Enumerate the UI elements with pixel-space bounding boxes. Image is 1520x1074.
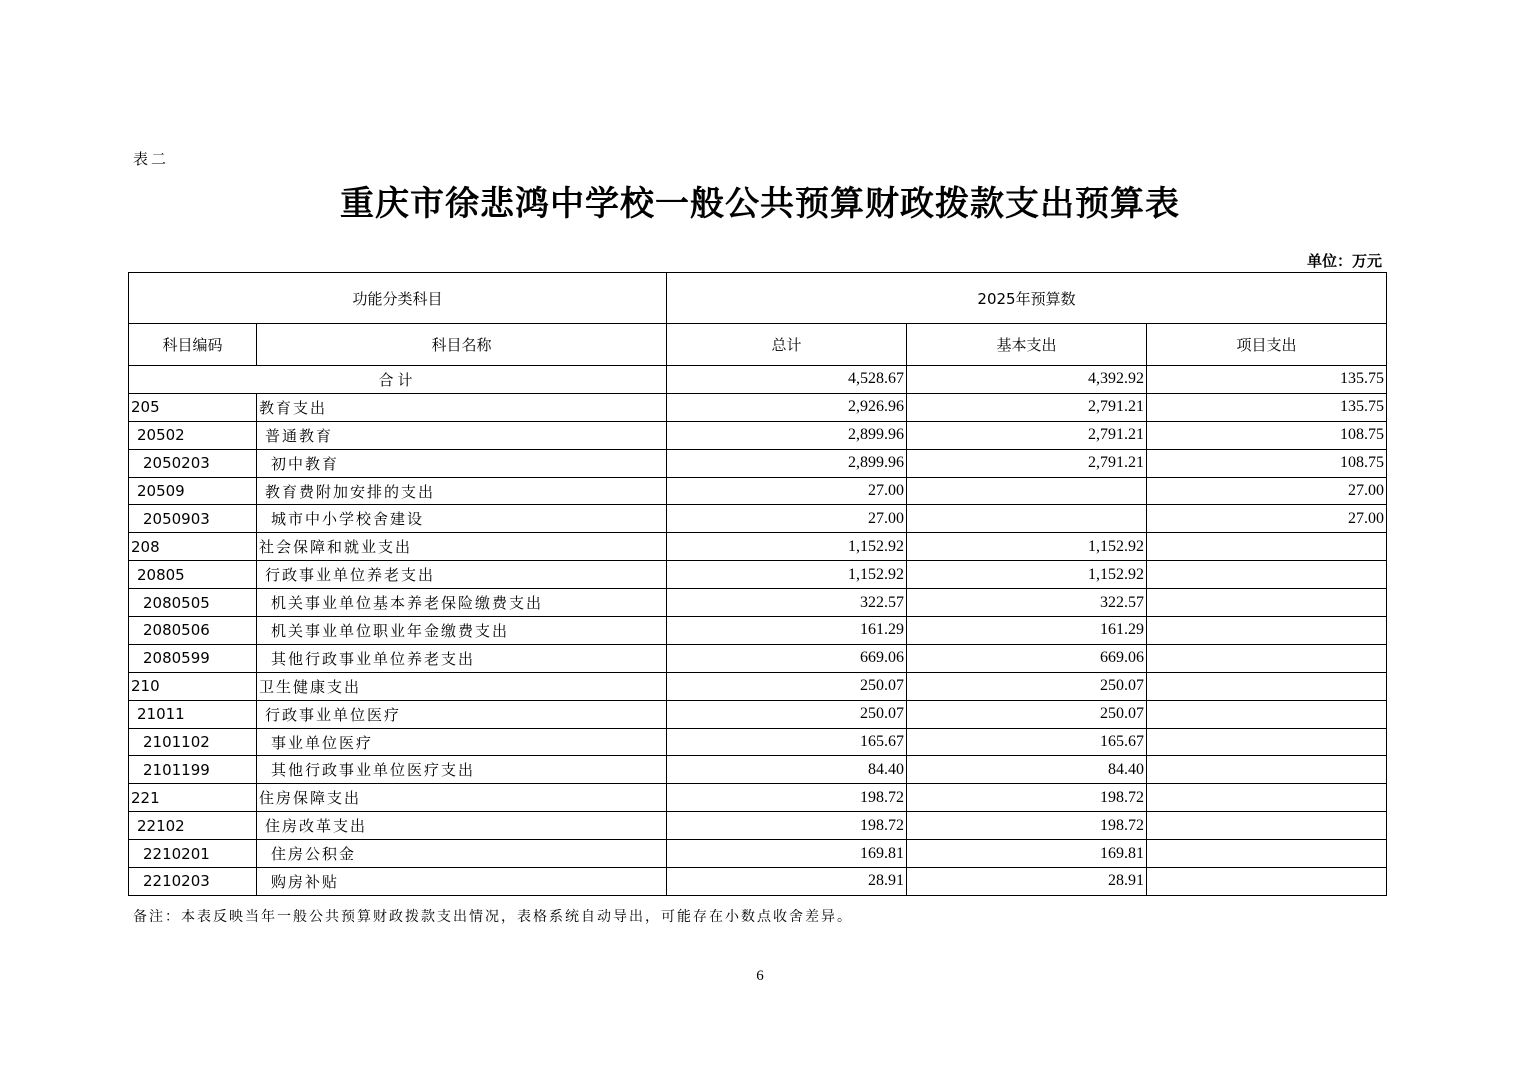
cell-basic: 1,152.92 (907, 533, 1147, 561)
cell-name: 机关事业单位职业年金缴费支出 (257, 617, 667, 645)
total-basic: 4,392.92 (907, 366, 1147, 394)
cell-basic (907, 505, 1147, 533)
cell-total: 27.00 (667, 477, 907, 505)
cell-total: 250.07 (667, 672, 907, 700)
footnote: 备注：本表反映当年一般公共预算财政拨款支出情况，表格系统自动导出，可能存在小数点收舍差异。 (133, 909, 853, 925)
cell-name: 城市中小学校舍建设 (257, 505, 667, 533)
cell-total: 198.72 (667, 784, 907, 812)
cell-name: 教育支出 (257, 393, 667, 421)
cell-code: 210 (129, 672, 257, 700)
cell-total: 2,899.96 (667, 421, 907, 449)
cell-project (1147, 728, 1387, 756)
cell-name: 事业单位医疗 (257, 728, 667, 756)
header-code: 科目编码 (129, 324, 257, 366)
cell-code: 20805 (129, 561, 257, 589)
cell-project (1147, 756, 1387, 784)
header-basic: 基本支出 (907, 324, 1147, 366)
total-row (129, 366, 1387, 394)
table-row (129, 812, 1387, 840)
table-row (129, 477, 1387, 505)
cell-name: 其他行政事业单位养老支出 (257, 644, 667, 672)
cell-project (1147, 812, 1387, 840)
total-project: 135.75 (1147, 366, 1387, 394)
table-row (129, 561, 1387, 589)
cell-basic: 2,791.21 (907, 449, 1147, 477)
cell-total: 1,152.92 (667, 533, 907, 561)
cell-name: 住房保障支出 (257, 784, 667, 812)
cell-code: 221 (129, 784, 257, 812)
cell-total: 169.81 (667, 840, 907, 868)
cell-project (1147, 644, 1387, 672)
cell-project: 135.75 (1147, 393, 1387, 421)
cell-basic: 2,791.21 (907, 393, 1147, 421)
cell-project (1147, 672, 1387, 700)
cell-project (1147, 784, 1387, 812)
cell-code: 2050203 (129, 449, 257, 477)
table-row (129, 756, 1387, 784)
cell-basic: 250.07 (907, 700, 1147, 728)
cell-basic: 169.81 (907, 840, 1147, 868)
cell-code: 2210201 (129, 840, 257, 868)
header-budget-year: 2025年预算数 (667, 273, 1387, 324)
cell-name: 机关事业单位基本养老保险缴费支出 (257, 589, 667, 617)
table-row (129, 868, 1387, 896)
cell-total: 161.29 (667, 617, 907, 645)
unit-label: 单位：万元 (1306, 252, 1382, 270)
cell-project: 108.75 (1147, 449, 1387, 477)
header-name: 科目名称 (257, 324, 667, 366)
cell-basic: 1,152.92 (907, 561, 1147, 589)
cell-basic: 322.57 (907, 589, 1147, 617)
cell-basic: 198.72 (907, 812, 1147, 840)
table-label: 表二 (133, 150, 170, 168)
cell-total: 28.91 (667, 868, 907, 896)
table-row (129, 617, 1387, 645)
cell-name: 初中教育 (257, 449, 667, 477)
cell-code: 20502 (129, 421, 257, 449)
cell-basic: 669.06 (907, 644, 1147, 672)
cell-name: 行政事业单位医疗 (257, 700, 667, 728)
cell-basic (907, 477, 1147, 505)
cell-code: 21011 (129, 700, 257, 728)
cell-basic: 250.07 (907, 672, 1147, 700)
table-row (129, 533, 1387, 561)
cell-basic: 161.29 (907, 617, 1147, 645)
page-number: 6 (756, 968, 764, 984)
table-row (129, 644, 1387, 672)
cell-basic: 28.91 (907, 868, 1147, 896)
table-row (129, 393, 1387, 421)
header-project: 项目支出 (1147, 324, 1387, 366)
cell-name: 住房公积金 (257, 840, 667, 868)
cell-code: 2080505 (129, 589, 257, 617)
cell-total: 27.00 (667, 505, 907, 533)
budget-table (128, 272, 1387, 896)
table-body (129, 366, 1387, 896)
cell-name: 普通教育 (257, 421, 667, 449)
cell-project (1147, 533, 1387, 561)
table-row (129, 589, 1387, 617)
cell-project (1147, 589, 1387, 617)
cell-name: 教育费附加安排的支出 (257, 477, 667, 505)
cell-project: 108.75 (1147, 421, 1387, 449)
cell-name: 其他行政事业单位医疗支出 (257, 756, 667, 784)
cell-code: 20509 (129, 477, 257, 505)
cell-code: 2080599 (129, 644, 257, 672)
cell-total: 2,926.96 (667, 393, 907, 421)
table-row (129, 449, 1387, 477)
cell-project (1147, 840, 1387, 868)
cell-code: 22102 (129, 812, 257, 840)
cell-basic: 2,791.21 (907, 421, 1147, 449)
cell-code: 208 (129, 533, 257, 561)
cell-project (1147, 617, 1387, 645)
table-row (129, 672, 1387, 700)
header-functional-category: 功能分类科目 (129, 273, 667, 324)
cell-project: 27.00 (1147, 477, 1387, 505)
cell-basic: 84.40 (907, 756, 1147, 784)
cell-project: 27.00 (1147, 505, 1387, 533)
cell-code: 2101199 (129, 756, 257, 784)
cell-total: 165.67 (667, 728, 907, 756)
table-row (129, 421, 1387, 449)
cell-code: 2210203 (129, 868, 257, 896)
cell-basic: 165.67 (907, 728, 1147, 756)
header-total: 总计 (667, 324, 907, 366)
cell-project (1147, 700, 1387, 728)
cell-total: 1,152.92 (667, 561, 907, 589)
table-row (129, 505, 1387, 533)
total-label: 合计 (129, 366, 667, 394)
cell-code: 205 (129, 393, 257, 421)
table-row (129, 840, 1387, 868)
cell-total: 2,899.96 (667, 449, 907, 477)
cell-total: 198.72 (667, 812, 907, 840)
cell-name: 行政事业单位养老支出 (257, 561, 667, 589)
total-sum: 4,528.67 (667, 366, 907, 394)
cell-code: 2101102 (129, 728, 257, 756)
cell-total: 669.06 (667, 644, 907, 672)
cell-code: 2080506 (129, 617, 257, 645)
cell-name: 社会保障和就业支出 (257, 533, 667, 561)
table-row (129, 700, 1387, 728)
cell-total: 250.07 (667, 700, 907, 728)
cell-name: 住房改革支出 (257, 812, 667, 840)
cell-name: 卫生健康支出 (257, 672, 667, 700)
table-row (129, 728, 1387, 756)
cell-total: 322.57 (667, 589, 907, 617)
cell-project (1147, 561, 1387, 589)
cell-name: 购房补贴 (257, 868, 667, 896)
page-title: 重庆市徐悲鸿中学校一般公共预算财政拨款支出预算表 (340, 184, 1180, 224)
cell-basic: 198.72 (907, 784, 1147, 812)
cell-total: 84.40 (667, 756, 907, 784)
cell-project (1147, 868, 1387, 896)
cell-code: 2050903 (129, 505, 257, 533)
table-row (129, 784, 1387, 812)
